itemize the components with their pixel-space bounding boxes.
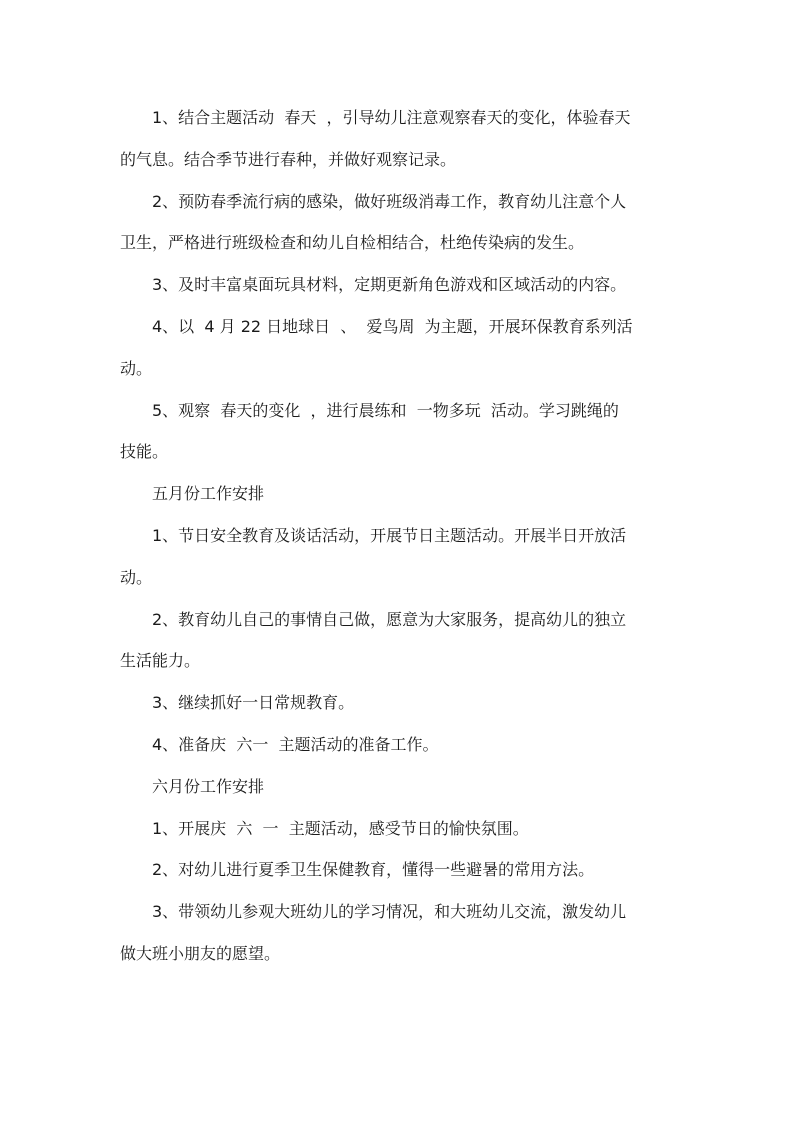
paragraph <box>120 808 680 850</box>
paragraph <box>120 390 680 474</box>
section-heading-may <box>120 473 680 515</box>
text-line: 5、观察 春天的变化 ，进行晨练和 一物多玩 活动。学习跳绳的 <box>152 400 619 420</box>
paragraph <box>120 515 680 599</box>
text-line: 1、结合主题活动 春天 ，引导幼儿注意观察春天的变化，体验春天 <box>152 108 631 127</box>
section-heading-june <box>120 766 680 808</box>
text-line: 技能。 <box>120 442 169 462</box>
paragraph <box>120 849 680 891</box>
paragraph <box>120 181 680 265</box>
paragraph <box>120 264 680 306</box>
text-line: 3、继续抓好一日常规教育。 <box>152 693 355 713</box>
paragraph <box>120 724 680 766</box>
paragraph <box>120 97 680 181</box>
text-line: 4、以 4 月 22 日地球日 、 爱鸟周 为主题，开展环保教育系列活 <box>152 316 633 336</box>
text-line: 卫生，严格进行班级检查和幼儿自检相结合，杜绝传染病的发生。 <box>120 233 585 253</box>
section-heading: 六月份工作安排 <box>152 776 265 796</box>
text-line: 3、及时丰富桌面玩具材料，定期更新角色游戏和区域活动的内容。 <box>152 275 627 295</box>
paragraph <box>120 306 680 390</box>
text-line: 3、带领幼儿参观大班幼儿的学习情况，和大班幼儿交流，激发幼儿 <box>152 902 627 922</box>
paragraph <box>120 599 680 683</box>
text-line: 2、教育幼儿自己的事情自己做，愿意为大家服务，提高幼儿的独立 <box>152 609 627 629</box>
section-heading: 五月份工作安排 <box>152 484 265 504</box>
text-line: 生活能力。 <box>120 651 201 671</box>
text-line: 动。 <box>120 358 153 378</box>
text-line: 的气息。结合季节进行春种，并做好观察记录。 <box>120 149 457 169</box>
paragraph <box>120 682 680 724</box>
text-line: 2、预防春季流行病的感染，做好班级消毒工作，教育幼儿注意个人 <box>152 191 627 211</box>
text-line: 动。 <box>120 567 153 587</box>
text-line: 2、对幼儿进行夏季卫生保健教育，懂得一些避暑的常用方法。 <box>152 860 595 880</box>
text-line: 做大班小朋友的愿望。 <box>120 943 281 963</box>
document-body <box>120 97 680 975</box>
paragraph <box>120 891 680 975</box>
text-line: 4、准备庆 六一 主题活动的准备工作。 <box>152 734 439 754</box>
text-line: 1、开展庆 六 一 主题活动，感受节日的愉快氛围。 <box>152 818 529 838</box>
text-line: 1、节日安全教育及谈话活动，开展节日主题活动。开展半日开放活 <box>152 525 627 545</box>
